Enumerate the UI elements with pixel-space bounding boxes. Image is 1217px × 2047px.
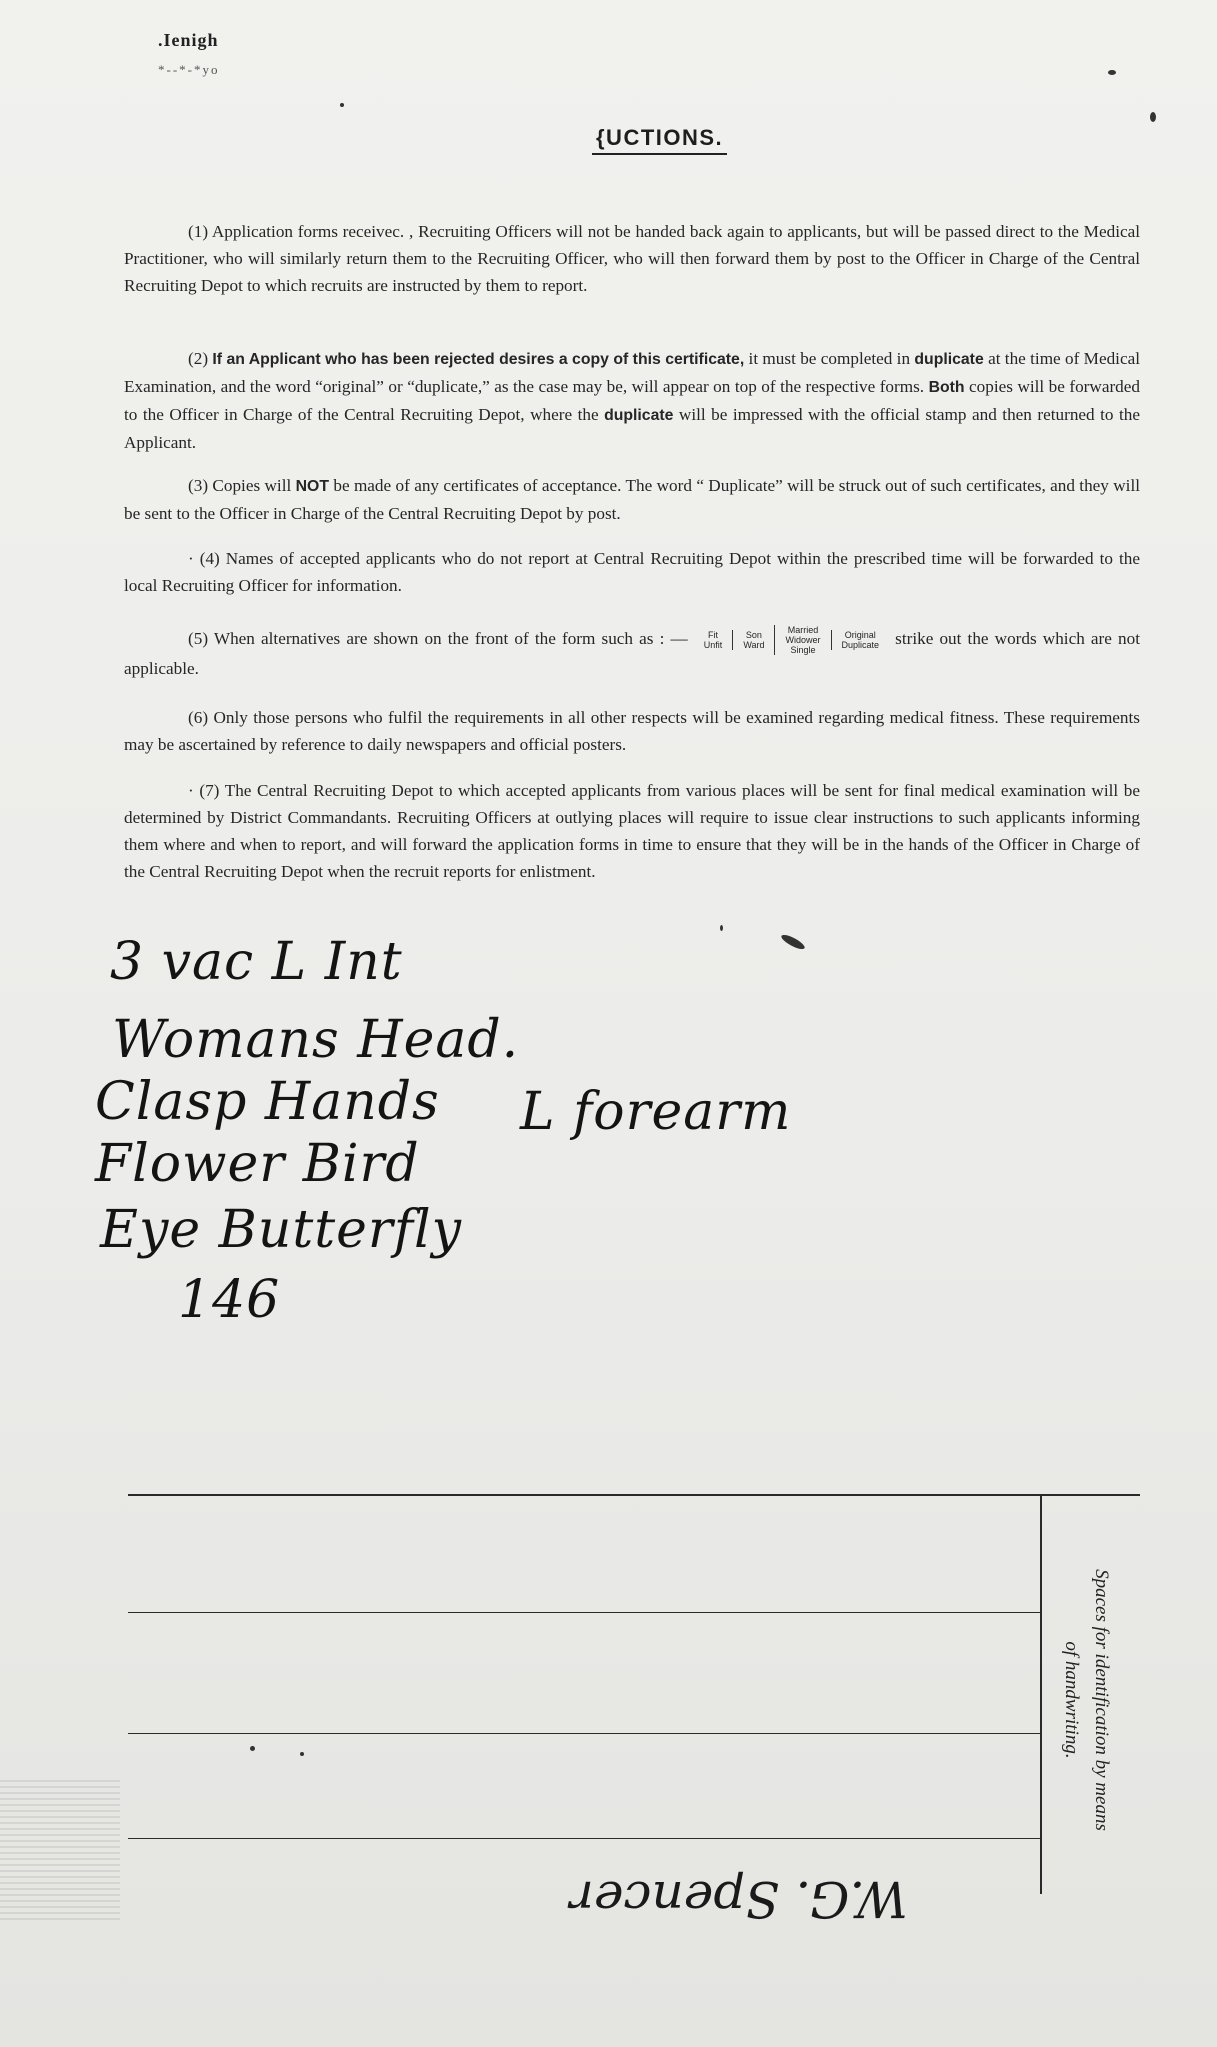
- identification-rule-2: [128, 1733, 1040, 1734]
- instruction-6: (6) Only those persons who fulfil the requirements in all other respects will be examined regarding medical fitness. These requirements may be ascertained by reference to daily newspapers and official posters.: [124, 708, 1140, 754]
- instruction-3-text-2: be made of any certificates of acceptance. The word “ Duplicate” will be struck out of such certificates, and they will be sent to the Officer in Charge of the Central Recruiting Depot by post.: [124, 476, 1140, 523]
- corner-stamp: .Ienigh: [158, 30, 219, 50]
- instruction-4: · (4) Names of accepted applicants who do not report at Central Recruiting Depot within the prescribed time will be forwarded to the local Recruiting Officer for information.: [124, 549, 1140, 595]
- corner-stamp-faint: *--*-*yo: [158, 62, 220, 77]
- ink-speck: [340, 103, 344, 107]
- instruction-5-text-1: (5) When alternatives are shown on the front of the form such as : —: [188, 629, 688, 648]
- handwritten-line-5: Flower Bird: [95, 1134, 420, 1194]
- instruction-3: [124, 472, 1140, 527]
- alt-widower: Widower: [785, 635, 821, 646]
- handwritten-line-1: 3 vac L Int: [110, 932, 403, 992]
- alternative-marital: [774, 625, 830, 655]
- instruction-3-bold-not: NOT: [295, 478, 329, 495]
- instruction-2-text-2: at the time of Medical Examination, and the word “original” or “duplicate,” as the case may be, will appear on top of the respective forms.: [124, 349, 1140, 396]
- instruction-2: [124, 345, 1140, 456]
- caption-line-2: of handwriting.: [1061, 1641, 1082, 1759]
- identification-caption: [1038, 1530, 1116, 1870]
- alternative-fit-unfit: [694, 630, 733, 650]
- ink-speck: [250, 1746, 255, 1751]
- caption-line-1: Spaces for identification by means: [1091, 1569, 1112, 1831]
- alternatives-example: [694, 625, 889, 655]
- instruction-5: [124, 625, 1140, 682]
- instruction-2-text-3: copies will be forwarded to the Officer in Charge of the Central Recruiting Depot, where the: [124, 377, 1140, 424]
- instruction-3-text-1: (3) Copies will: [188, 476, 296, 495]
- alt-original: Original: [844, 630, 876, 641]
- instruction-2-bold-duplicate-2: duplicate: [604, 407, 674, 424]
- instruction-2-bold-duplicate: duplicate: [914, 351, 984, 368]
- alt-ward: Ward: [743, 640, 765, 651]
- identification-rule-3: [128, 1838, 1040, 1839]
- alt-unfit: Unfit: [703, 640, 723, 651]
- instruction-2-bold-both: Both: [928, 379, 965, 396]
- handwritten-line-4: L forearm: [520, 1082, 792, 1142]
- instruction-2-text-4: will be impressed with the official stamp and then returned to the Applicant.: [124, 405, 1140, 452]
- alt-duplicate: Duplicate: [841, 640, 880, 651]
- scan-noise-texture: [0, 1780, 120, 1920]
- ink-speck: [1150, 112, 1156, 122]
- ink-speck: [300, 1752, 304, 1756]
- instruction-2-number: (2): [188, 349, 213, 368]
- instruction-1: (1) Application forms receivec. , Recruiting Officers will not be handed back again to applicants, but will be passed direct to the Medical Practitioner, who will similarly return them to the Recruiting Officer, who will then forward them by post to the Officer in Charge of the Central Recruiting Depot to which recruits are instructed by them to report.: [124, 222, 1140, 295]
- alt-son: Son: [745, 630, 762, 641]
- identification-rule-1: [128, 1612, 1040, 1613]
- alt-single: Single: [790, 645, 816, 656]
- instruction-2-text-1: it must be completed in: [744, 349, 915, 368]
- instruction-5-text-2: strike out the words which are not applicable.: [124, 629, 1140, 679]
- handwritten-line-3: Clasp Hands: [95, 1072, 440, 1132]
- ink-speck: [1108, 70, 1116, 75]
- instruction-7: · (7) The Central Recruiting Depot to which accepted applicants from various places will be sent for final medical examination will be determined by District Commandants. Recruiting Officers at outlying places will require to issue clear instructions to such applicants informing them where and when to report, and will forward the application forms in time to ensure that they will be in the hands of the Officer in Charge of the Central Recruiting Depot when the recruit reports for enlistment.: [124, 781, 1140, 881]
- handwritten-line-7: 146: [178, 1270, 281, 1330]
- ink-speck: [720, 925, 723, 931]
- alternative-son-ward: [732, 630, 774, 650]
- top-rule: [128, 1494, 1140, 1496]
- handwritten-line-6: Eye Butterfly: [100, 1200, 463, 1260]
- handwritten-line-2: Womans Head.: [112, 1010, 520, 1070]
- instruction-2-bold-clause: If an Applicant who has been rejected desires a copy of this certificate,: [212, 351, 745, 368]
- alternative-original-duplicate: [831, 630, 890, 650]
- alt-married: Married: [787, 625, 819, 636]
- alt-fit: Fit: [708, 630, 719, 641]
- ink-blot: [780, 932, 807, 951]
- page-title: {UCTIONS.: [592, 125, 727, 155]
- signature-upside-down: W.G. Spencer: [570, 1870, 909, 1928]
